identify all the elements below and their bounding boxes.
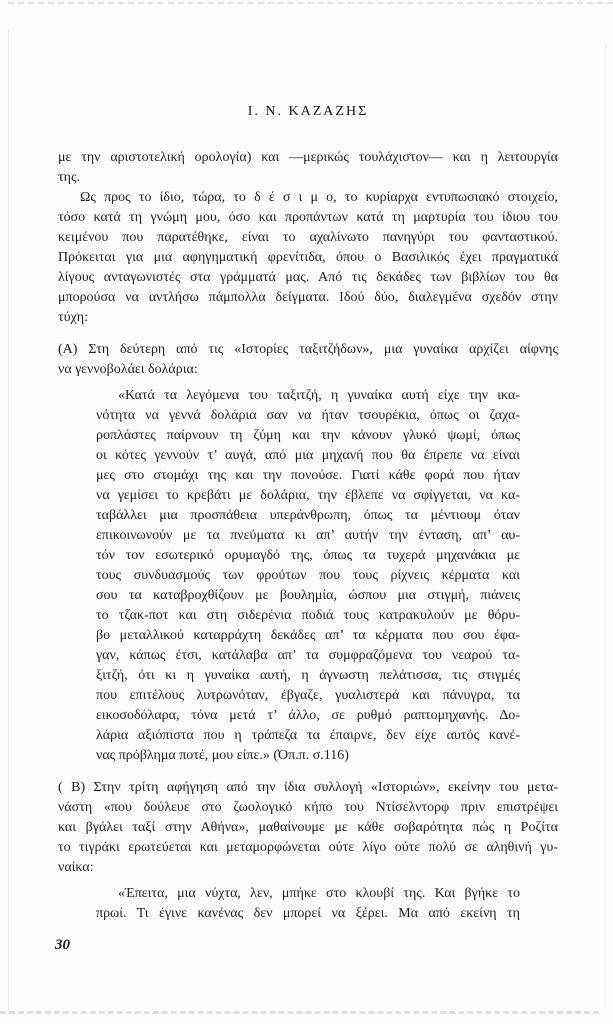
text-line: το τιγράκι ερωτεύεται και μεταμορφώνεται ούτε λίγο ούτε πολύ σε αληθινή γυ-: [58, 840, 558, 855]
text-line: ροπλάστες παίρνουν τη ζύμη και την κάνουν γλυκό ψωμί, όπως: [96, 428, 520, 443]
text-line: το τζακ-ποτ και στη σιδερένια ποδιά τους κατρακυλούν με θόρυ-: [96, 608, 520, 623]
paragraph: [58, 340, 558, 380]
page-content: [58, 104, 558, 932]
text-line: τύχη:: [58, 310, 88, 325]
text-body: [58, 148, 558, 924]
paragraph: [58, 148, 558, 188]
text-line: νας πρόβλημα ποτέ, μου είπε.» (Όπ.π. σ.116): [96, 748, 349, 763]
text-line: τόν τον εσωτερικό ορυμαγδό της, όπως τα τυχερά μηχανάκια με: [96, 548, 520, 563]
text-line: (Α) Στη δεύτερη από τις «Ιστορίες ταξιτζήδων», μια γυναίκα αρχίζει αίφνης: [58, 342, 558, 357]
text-line: τόσο κατά τη γνώμη μου, όσο και προπάντων κατά τη μαρτυρία του ίδιου του: [58, 210, 558, 225]
page-number: 30: [55, 937, 70, 953]
text-line: της.: [58, 170, 80, 185]
text-line: ξιτζή, ότι κι η γυναίκα αυτή, η άγνωστη πελάτισσα, τις στιγμές: [96, 668, 520, 683]
paragraph: [58, 778, 558, 878]
scan-artifact-left: [8, 30, 9, 1012]
scan-artifact-top: [8, 2, 613, 4]
text-line: βο μεταλλικού καταρράχτη δεκάδες απ’ τα κέρματα που σου έφα-: [96, 628, 520, 643]
text-line: οι κότες γεννούν τ’ αυγά, από μια μηχανή που θα έπρεπε να είναι: [96, 448, 520, 463]
text-line: κειμένου που παρατέθηκε, είναι το αχαλίνωτο πανηγύρι του φανταστικού.: [58, 230, 558, 245]
text-line: πρωί. Τι έγινε κανένας δεν μπορεί να ξέρει. Μα από εκείνη τη: [96, 906, 520, 921]
text-line: μπορούσα να αντλήσω πάμπολλα δείγματα. Ιδού δύο, διαλεγμένα σχεδόν στην: [58, 290, 558, 305]
text-line: να γεννοβολάει δολάρια:: [58, 362, 198, 377]
scan-artifact-bottom: [0, 1011, 599, 1014]
text-line: και βγάλει ταξί στην Αθήνα», μαθαίνουμε με κάθε σοβαρότητα πώς η Ροζίτα: [58, 820, 558, 835]
text-line: με την αριστοτελική ορολογία) και —μερικώς τουλάχιστον— και η λειτουργία: [58, 150, 558, 165]
text-line: τους συνδυασμούς των φρούτων που τους ρίχνεις κέρματα και: [96, 568, 520, 583]
text-line: νάστη «που δούλευε στο ζωολογικό κήπο του Ντίσελντορφ πριν επιστρέψει: [58, 800, 558, 815]
text-line: να γεμίσει το κρεβάτι με δολάρια, την έβλεπε να σφίγγεται, να κα-: [96, 488, 520, 503]
paragraph: [58, 188, 558, 328]
text-line: «Κατά τα λεγόμενα του ταξιτζή, η γυναίκα αυτή είχε την ικα-: [118, 388, 520, 403]
text-line: «Έπειτα, μια νύχτα, λεν, μπήκε στο κλουβί της. Και βγήκε το: [118, 886, 520, 901]
text-line: λίγους ανταγωνιστές στα γράμματά μας. Από τις δεκάδες των βιβλίων του θα: [58, 270, 558, 285]
text-line: που επιτέλους λυτρωνόταν, έβγαζε, γυαλιστερά και πάνυγρα, τα: [96, 688, 520, 703]
quote-block: [58, 386, 558, 766]
text-line: επικοινωνούν με τα πνεύματα κι απ’ αυτήν την ένταση, απ’ αυ-: [96, 528, 520, 543]
text-line: ναίκα:: [58, 860, 94, 875]
text-line: εικοσοδόλαρα, τόνα μετά τ’ άλλο, σε ρυθμό ραπτομηχανής. Δο-: [96, 708, 520, 723]
quote-block: [58, 884, 558, 924]
text-line: γαν, κάπως έτσι, κατάλαβα απ’ τα συμφραζόμενα του νεαρού τα-: [96, 648, 520, 663]
text-line: σου τα καταβροχθίζουν με βουλημία, ώσπου μια στιγμή, πιάνεις: [96, 588, 520, 603]
running-head-author: Ι. Ν. ΚΑΖΑΖΗΣ: [247, 104, 369, 119]
scan-artifact-right: [605, 44, 606, 1008]
text-line: ( Β) Στην τρίτη αφήγηση από την ίδια συλλογή «Ιστοριών», εκείνην του μετα-: [58, 780, 558, 795]
text-line: ταβάλλει μια προσπάθεια υπεράνθρωπη, όπως τα μέντιουμ όταν: [96, 508, 520, 523]
text-line: νότητα να γεννά δολάρια σαν να ήταν τσουρέκια, όπως οι ζαχα-: [96, 408, 520, 423]
text-line: Ως προς το ίδιο, τώρα, το δ έ σ ι μ ο, το κυρίαρχα εντυπωσιακό στοιχείο,: [80, 190, 558, 205]
text-line: Πρόκειται για μια αφηγηματική φρενίτιδα, όπου ο Βασιλικός έχει πραγματικά: [58, 250, 558, 265]
text-line: μες στο στομάχι της και την πονούσε. Γιατί κάθε φορά που ήταν: [96, 468, 520, 483]
text-line: λάρια αξιόπιστα που η τράπεζα τα έπαιρνε, δεν είχε αυτός κανέ-: [96, 728, 520, 743]
